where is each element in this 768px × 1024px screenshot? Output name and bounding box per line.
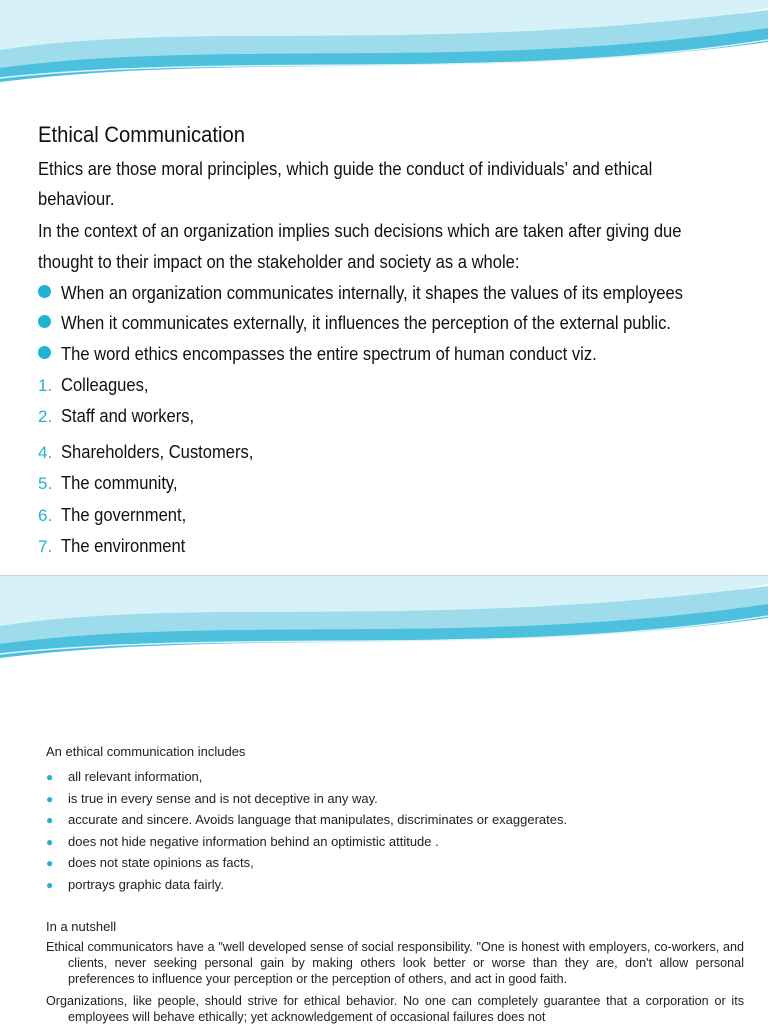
item-number: 1. <box>38 376 53 395</box>
item-text: Staff and workers, <box>61 406 195 426</box>
numbered-item <box>38 536 196 557</box>
intro-line: thought to their impact on the stakeholder and society as a whole: <box>38 252 520 272</box>
bullet-dot-icon: ● <box>46 791 54 806</box>
wave-header-decoration <box>0 0 768 95</box>
bullet-dot-icon: ● <box>46 813 54 827</box>
list-item-text: all relevant information, <box>68 769 203 784</box>
list-item <box>46 877 567 899</box>
item-number: 7. <box>38 537 53 556</box>
bullet-dot-icon <box>38 346 51 359</box>
list-item <box>46 812 567 834</box>
numbered-item <box>38 505 197 526</box>
item-number: 2. <box>38 407 53 426</box>
list-item <box>46 791 567 813</box>
list-item <box>46 855 567 877</box>
bullet-dot-icon: ● <box>46 856 54 870</box>
bullet-text: The word ethics encompasses the entire spectrum of human conduct viz. <box>61 344 597 364</box>
list-item-text: accurate and sincere. Avoids language that manipulates, discriminates or exaggerates. <box>68 812 568 827</box>
bullet-dot-icon <box>38 285 51 298</box>
list-item-text: does not state opinions as facts, <box>68 855 254 870</box>
section-heading: An ethical communication includes <box>46 744 246 759</box>
list-item-text: does not hide negative information behind an optimistic attitude . <box>68 833 439 849</box>
nutshell-label: In a nutshell <box>46 919 117 934</box>
numbered-item <box>38 473 188 494</box>
includes-list <box>46 769 567 898</box>
item-number: 4. <box>38 443 53 462</box>
paragraph-organizations: Organizations, like people, should strive for ethical behavior. No one can completely guarantee that a corporation or its employees will behave ethically; yet acknowledgement of occasional failures does not <box>46 994 744 1024</box>
wave-header-decoration <box>0 576 768 671</box>
bullet-dot-icon: ● <box>46 834 54 849</box>
item-text: Shareholders, Customers, <box>61 442 254 462</box>
item-text: Colleagues, <box>61 375 149 395</box>
slide-title: Ethical Communication <box>38 122 245 147</box>
bullet-dot-icon <box>38 315 51 328</box>
bullet-item <box>38 344 643 365</box>
paragraph-ethical-communicators: Ethical communicators have a "well developed sense of social responsibility. "One is honest with employers, co-workers, and clients, never seeking personal gain by making others look better or worse than they are, don't allow personal preferences to influence your perception or the perception of others, and act in good faith. <box>46 940 744 986</box>
numbered-item <box>38 442 270 463</box>
intro-line: behaviour. <box>38 189 115 209</box>
item-text: The environment <box>61 536 186 556</box>
intro-line: In the context of an organization implies such decisions which are taken after giving due <box>38 221 682 241</box>
numbered-item <box>38 375 156 396</box>
bullet-dot-icon: ● <box>46 770 54 784</box>
bullet-item <box>38 313 724 334</box>
list-item <box>46 769 567 791</box>
bullet-text: When an organization communicates internally, it shapes the values of its employees <box>61 283 683 303</box>
bullet-item <box>38 283 737 304</box>
item-number: 5. <box>38 474 53 493</box>
list-item-text: is true in every sense and is not deceptive in any way. <box>68 790 378 806</box>
intro-line: Ethics are those moral principles, which guide the conduct of individuals’ and ethical <box>38 159 653 179</box>
list-item <box>46 834 567 856</box>
bullet-text: When it communicates externally, it influences the perception of the external public. <box>61 313 671 333</box>
item-text: The community, <box>61 473 178 493</box>
bullet-dot-icon: ● <box>46 877 54 892</box>
list-item-text: portrays graphic data fairly. <box>68 876 224 892</box>
item-text: The government, <box>61 505 187 525</box>
numbered-item <box>38 406 206 427</box>
slide-2 <box>0 576 768 1024</box>
item-number: 6. <box>38 506 53 525</box>
